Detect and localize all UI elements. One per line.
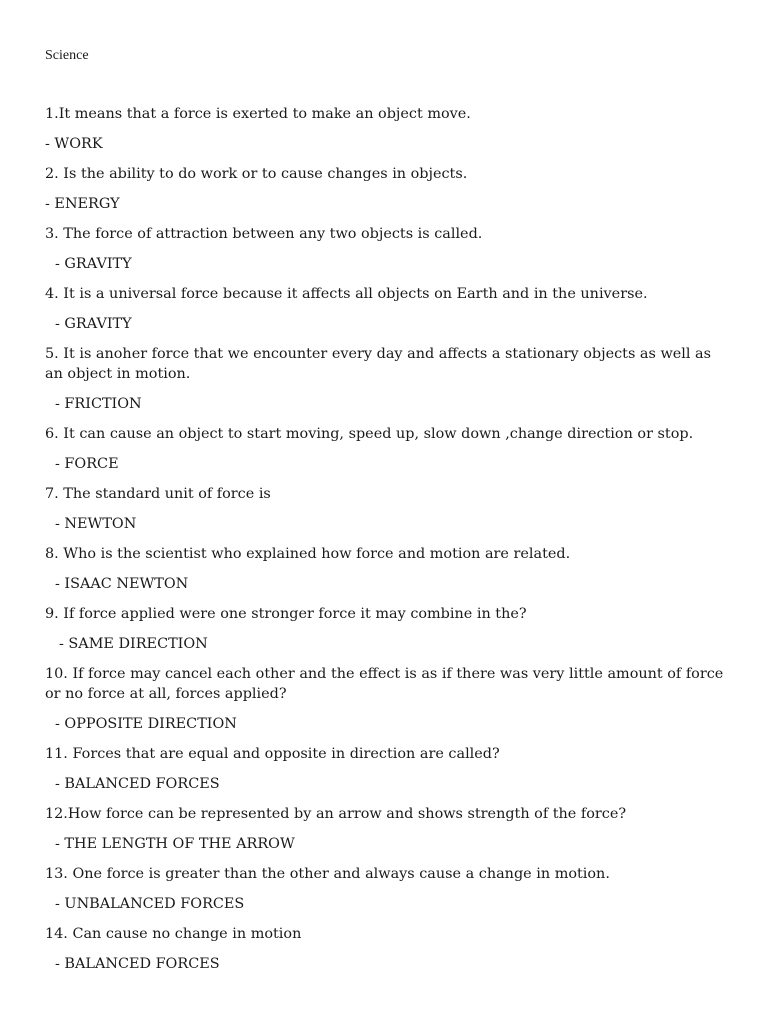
answer-text: - FORCE	[55, 456, 119, 472]
answer-text: - BALANCED FORCES	[55, 776, 220, 792]
answer-text: - SAME DIRECTION	[59, 636, 208, 652]
question-text: 10. If force may cancel each other and the effect is as if there was very little amount of force or no force at all, forces applied?	[45, 666, 724, 702]
answer-text: - FRICTION	[55, 396, 142, 412]
question-text: 14. Can cause no change in motion	[45, 926, 302, 942]
document-page	[45, 46, 725, 984]
answer-text: - BALANCED FORCES	[55, 956, 220, 972]
question-text: 7. The standard unit of force is	[45, 486, 271, 502]
question-answer-list	[45, 104, 725, 974]
answer-text: - THE LENGTH OF THE ARROW	[55, 836, 295, 852]
answer-text: - GRAVITY	[55, 316, 132, 332]
answer-text: - ENERGY	[45, 196, 120, 212]
question-text: 8. Who is the scientist who explained how force and motion are related.	[45, 546, 571, 562]
question-text: 9. If force applied were one stronger force it may combine in the?	[45, 606, 527, 622]
question-text: 5. It is anoher force that we encounter every day and affects a stationary objects as well as an object in motion.	[45, 346, 712, 382]
answer-text: - WORK	[45, 136, 103, 152]
answer-text: - NEWTON	[55, 516, 137, 532]
question-text: 13. One force is greater than the other and always cause a change in motion.	[45, 866, 610, 882]
question-text: 6. It can cause an object to start moving, speed up, slow down ,change direction or stop.	[45, 426, 694, 442]
question-text: 1.It means that a force is exerted to make an object move.	[45, 106, 471, 122]
question-text: 2. Is the ability to do work or to cause changes in objects.	[45, 166, 468, 182]
question-text: 12.How force can be represented by an arrow and shows strength of the force?	[45, 806, 627, 822]
question-text: 3. The force of attraction between any two objects is called.	[45, 226, 483, 242]
question-text: 11. Forces that are equal and opposite in direction are called?	[45, 746, 500, 762]
question-text: 4. It is a universal force because it affects all objects on Earth and in the universe.	[45, 286, 648, 302]
answer-text: - OPPOSITE DIRECTION	[55, 716, 237, 732]
answer-text: - ISAAC NEWTON	[55, 576, 189, 592]
answer-text: - UNBALANCED FORCES	[55, 896, 245, 912]
document-title: Science	[45, 48, 89, 63]
answer-text: - GRAVITY	[55, 256, 132, 272]
